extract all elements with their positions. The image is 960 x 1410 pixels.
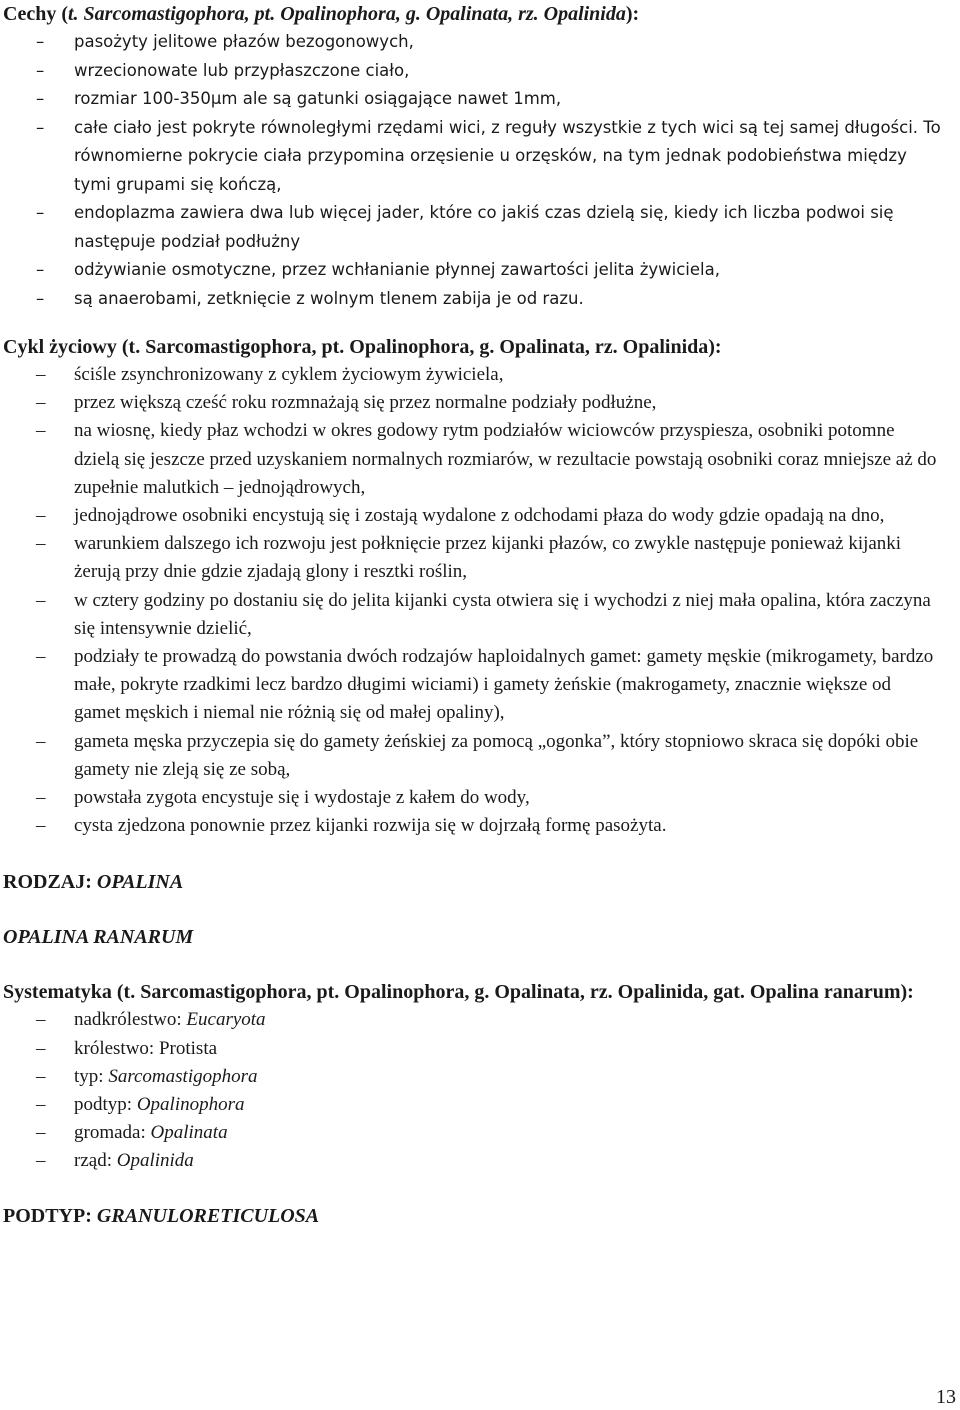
list-item	[0, 643, 960, 728]
lifecycle-heading: Cykl życiowy (t. Sarcomastigophora, pt. Opalinophora, g. Opalinata, rz. Opalinida):	[3, 336, 722, 358]
list-item	[0, 530, 960, 586]
list-item	[0, 784, 960, 812]
systematics-rank-label: nadkrólestwo:	[74, 1009, 187, 1031]
features-heading	[0, 0, 960, 28]
list-item	[0, 85, 960, 114]
list-item	[0, 256, 960, 285]
systematics-rank-value: Eucaryota	[186, 1009, 266, 1031]
dash-bullet: –	[36, 89, 45, 108]
dash-bullet: –	[36, 1065, 46, 1087]
systematics-heading: Systematyka (t. Sarcomastigophora, pt. Opalinophora, g. Opalinata, rz. Opalinida, gat. Opalina ranarum):	[3, 981, 914, 1004]
dash-bullet: –	[36, 1122, 46, 1144]
list-item-text: odżywianie osmotyczne, przez wchłanianie płynnej zawartości jelita żywiciela,	[74, 260, 720, 279]
features-heading-label: Cechy (	[3, 3, 68, 25]
systematics-item	[0, 1119, 960, 1147]
dash-bullet: –	[36, 730, 46, 752]
dash-bullet: –	[36, 505, 46, 527]
list-item-text: przez większą cześć roku rozmnażają się przez normalne podziały podłużne,	[74, 392, 657, 414]
list-item-text: ściśle zsynchronizowany z cyklem życiowym żywiciela,	[74, 364, 504, 385]
dash-bullet: –	[36, 60, 45, 80]
list-item	[0, 389, 960, 417]
features-heading-end: ):	[625, 3, 640, 25]
list-item	[0, 199, 960, 256]
list-item-text: cysta zjedzona ponownie przez kijanki rozwija się w dojrzałą formę pasożyta.	[74, 815, 667, 837]
subtype-heading-name: GRANULORETICULOSA	[96, 1204, 320, 1227]
systematics-rank-value: Opalinida	[116, 1150, 194, 1172]
genus-heading-label: RODZAJ:	[3, 871, 97, 894]
list-item	[0, 587, 960, 643]
list-item-text: na wiosnę, kiedy płaz wchodzi w okres godowy rytm podziałów wiciowców przyspiesza, osobniki potomne dzielą się jeszcze przed uzyskaniem normalnych rozmiarów, w rezultacie powstają osobniki coraz mniejsze aż do zupełnie malutkich – jednojądrowych,	[74, 420, 937, 498]
list-item-text: gameta męska przyczepia się do gamety żeńskiej za pomocą „ogonka”, który stopniowo skraca się dopóki obie gamety nie zleją się ze sobą,	[74, 730, 919, 780]
list-item-text: rozmiar 100-350μm ale są gatunki osiągające nawet 1mm,	[74, 89, 562, 108]
dash-bullet: –	[36, 533, 46, 555]
subtype-heading	[0, 1202, 960, 1230]
list-item	[0, 728, 960, 784]
dash-bullet: –	[36, 420, 46, 442]
genus-heading-name: OPALINA	[96, 871, 184, 894]
features-list	[0, 28, 960, 313]
genus-heading	[0, 868, 960, 896]
list-item-text: powstała zygota encystuje się i wydostaje z kałem do wody,	[74, 787, 530, 809]
list-item-text: podziały te prowadzą do powstania dwóch rodzajów haploidalnych gamet: gamety męskie (mikrogamety, bardzo małe, pokryte rzadkimi lecz bardzo długimi wiciami) i gamety żeńskie (makrogamety, znacznie większe od gamet męskich i niemal nie różnią się od małej opaliny),	[74, 646, 934, 724]
list-item	[0, 57, 960, 86]
dash-bullet: –	[36, 1037, 46, 1059]
systematics-item	[0, 1063, 960, 1091]
dash-bullet: –	[36, 1150, 46, 1172]
systematics-list	[0, 1006, 960, 1175]
list-item	[0, 114, 960, 200]
list-item	[0, 285, 960, 314]
dash-bullet: –	[36, 288, 45, 308]
list-item-text: endoplazma zawiera dwa lub więcej jader, które co jakiś czas dzielą się, kiedy ich liczba podwoi się następuje podział podłużny	[74, 203, 894, 251]
systematics-item	[0, 1147, 960, 1175]
systematics-rank-value: Sarcomastigophora	[108, 1065, 258, 1087]
systematics-rank-label: królestwo:	[74, 1037, 159, 1059]
dash-bullet: –	[36, 815, 46, 837]
list-item-text: warunkiem dalszego ich rozwoju jest połknięcie przez kijanki płazów, co zwykle następuje ponieważ kijanki żerują przy dnie gdzie zjadają glony i resztki roślin,	[74, 533, 902, 583]
systematics-rank-label: typ:	[74, 1065, 109, 1087]
systematics-item	[0, 1006, 960, 1034]
systematics-item	[0, 1035, 960, 1063]
systematics-rank-label: rząd:	[74, 1150, 117, 1172]
page-number: 13	[936, 1386, 956, 1408]
dash-bullet: –	[36, 364, 46, 385]
list-item-text: jednojądrowe osobniki encystują się i zostają wydalone z odchodami płaza do wody gdzie opadają na dno,	[74, 505, 885, 527]
dash-bullet: –	[36, 646, 46, 668]
species-heading-name: OPALINA RANARUM	[3, 926, 194, 949]
list-item	[0, 417, 960, 502]
systematics-rank-label: podtyp:	[74, 1094, 137, 1116]
features-heading-taxon: t. Sarcomastigophora, pt. Opalinophora, g. Opalinata, rz. Opalinida	[67, 3, 626, 25]
list-item-text: są anaerobami, zetknięcie z wolnym tlenem zabija je od razu.	[74, 288, 584, 308]
list-item	[0, 28, 960, 57]
systematics-item	[0, 1091, 960, 1119]
systematics-rank-value: Opalinata	[150, 1122, 228, 1144]
systematics-rank-label: gromada:	[74, 1122, 151, 1144]
subtype-heading-label: PODTYP:	[3, 1204, 97, 1227]
dash-bullet: –	[36, 203, 45, 222]
dash-bullet: –	[36, 589, 46, 611]
list-item	[0, 812, 960, 840]
lifecycle-list	[0, 361, 960, 840]
list-item	[0, 361, 960, 389]
dash-bullet: –	[36, 32, 45, 51]
list-item-text: pasożyty jelitowe płazów bezogonowych,	[74, 32, 414, 51]
list-item	[0, 502, 960, 530]
list-item-text: wrzecionowate lub przypłaszczone ciało,	[74, 60, 410, 80]
systematics-rank-value: Protista	[158, 1037, 218, 1059]
dash-bullet: –	[36, 260, 45, 279]
list-item-text: w cztery godziny po dostaniu się do jelita kijanki cysta otwiera się i wychodzi z niej mała opalina, która zaczyna się intensywnie dzielić,	[74, 589, 931, 639]
systematics-rank-value: Opalinophora	[136, 1094, 245, 1116]
species-heading	[0, 923, 960, 951]
dash-bullet: –	[36, 117, 45, 137]
dash-bullet: –	[36, 1094, 46, 1116]
dash-bullet: –	[36, 392, 46, 414]
dash-bullet: –	[36, 787, 46, 809]
dash-bullet: –	[36, 1009, 46, 1031]
list-item-text: całe ciało jest pokryte równoległymi rzędami wici, z reguły wszystkie z tych wici są tej samej długości. To równomierne pokrycie ciała przypomina orzęsienie u orzęsków, na tym jednak podobieństwa między tymi grupami się kończą,	[74, 117, 941, 194]
